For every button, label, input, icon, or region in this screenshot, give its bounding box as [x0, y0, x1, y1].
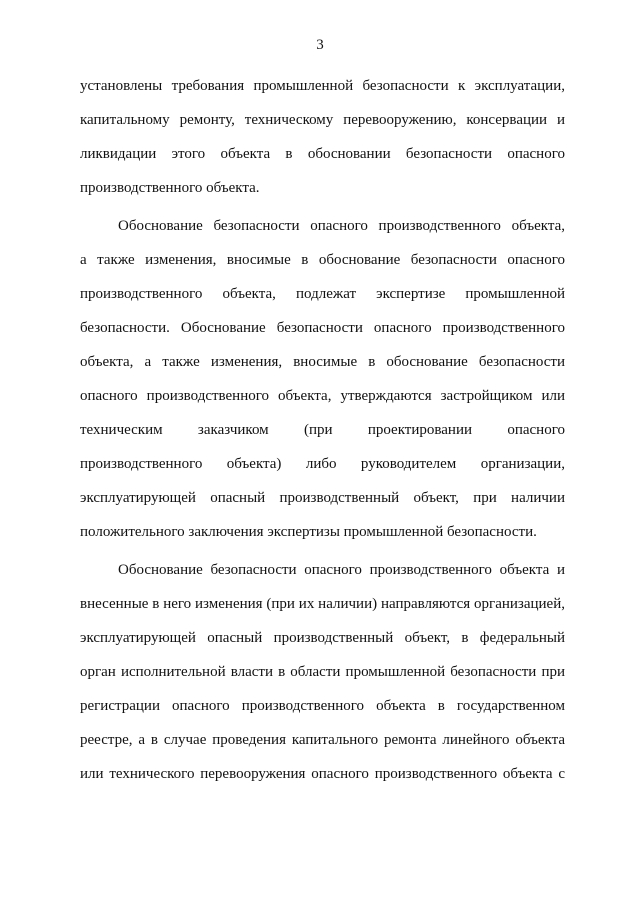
text-line: положительного заключения экспертизы промышленной безопасности.: [80, 524, 537, 540]
text-line: а также изменения, вносимые в обоснование безопасности опасного: [80, 252, 565, 268]
text-line: эксплуатирующей опасный производственный объект, при наличии: [80, 490, 565, 506]
text-line: внесенные в него изменения (при их наличии) направляются организацией,: [80, 596, 565, 612]
document-body: [80, 69, 565, 791]
text-line: или технического перевооружения опасного производственного объекта с: [80, 766, 565, 782]
paragraph-2: [80, 209, 565, 549]
text-line: ликвидации этого объекта в обосновании безопасности опасного: [80, 146, 565, 162]
text-line: реестре, а в случае проведения капитального ремонта линейного объекта: [80, 732, 565, 748]
paragraph-3: [80, 553, 565, 791]
page-number: 3: [316, 37, 324, 53]
text-line: установлены требования промышленной безопасности к эксплуатации,: [80, 78, 565, 94]
paragraph-1: [80, 69, 565, 205]
text-line: регистрации опасного производственного объекта в государственном: [80, 698, 565, 714]
text-line: производственного объекта, подлежат экспертизе промышленной: [80, 286, 565, 302]
text-line: производственного объекта.: [80, 180, 260, 196]
text-line: капитальному ремонту, техническому перевооружению, консервации и: [80, 112, 565, 128]
text-line: производственного объекта) либо руководителем организации,: [80, 456, 565, 472]
text-line: безопасности. Обоснование безопасности опасного производственного: [80, 320, 565, 336]
text-line: Обоснование безопасности опасного производственного объекта и: [118, 562, 565, 578]
text-line: опасного производственного объекта, утверждаются застройщиком или: [80, 388, 565, 404]
text-line: орган исполнительной власти в области промышленной безопасности при: [80, 664, 565, 680]
text-line: эксплуатирующей опасный производственный объект, в федеральный: [80, 630, 565, 646]
text-line: техническим заказчиком (при проектировании опасного: [80, 422, 565, 438]
text-line: Обоснование безопасности опасного производственного объекта,: [118, 218, 565, 234]
text-line: объекта, а также изменения, вносимые в обоснование безопасности: [80, 354, 565, 370]
